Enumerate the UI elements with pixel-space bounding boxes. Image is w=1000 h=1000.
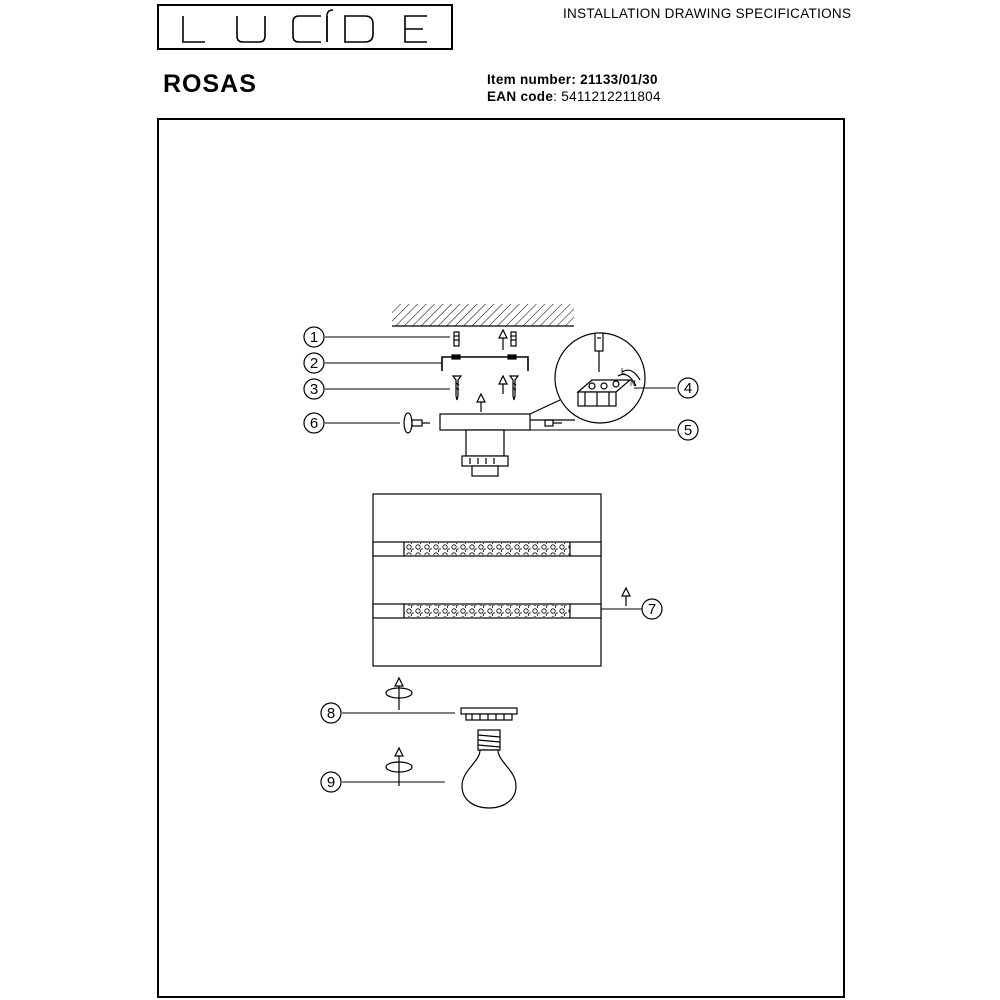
document-title: INSTALLATION DRAWING SPECIFICATIONS bbox=[563, 6, 852, 21]
arrow-up-icon bbox=[499, 330, 507, 350]
mounting-bracket bbox=[442, 355, 528, 371]
terminal-label-l: L bbox=[621, 367, 626, 376]
callout-number: 2 bbox=[309, 355, 319, 372]
callout-number: 7 bbox=[647, 601, 657, 618]
screw-icon bbox=[510, 376, 518, 400]
arrow-up-icon bbox=[477, 394, 485, 412]
locking-ring bbox=[461, 708, 517, 720]
callout-number: 6 bbox=[309, 415, 319, 432]
product-name: ROSAS bbox=[163, 70, 257, 98]
item-number-label: Item number bbox=[487, 72, 572, 87]
terminal-label-n: N bbox=[630, 379, 636, 388]
ceiling-hatch bbox=[392, 304, 574, 326]
fixing-knob bbox=[404, 413, 430, 433]
lamp-shade bbox=[373, 494, 601, 666]
ean-code-value: : 5411212211804 bbox=[553, 89, 661, 104]
item-number-value: : 21133/01/30 bbox=[571, 72, 658, 87]
wall-plug bbox=[511, 332, 516, 346]
callout-number: 8 bbox=[326, 705, 336, 722]
wall-plug bbox=[454, 332, 459, 346]
rotate-arrow-icon bbox=[386, 678, 412, 710]
wiring-detail bbox=[530, 333, 645, 423]
callout-number: 9 bbox=[326, 774, 336, 791]
callout-number: 4 bbox=[683, 380, 693, 397]
callout-number: 5 bbox=[683, 422, 693, 439]
small-screw-icon bbox=[545, 420, 562, 426]
callout-number: 3 bbox=[309, 381, 319, 398]
screw-icon bbox=[453, 376, 461, 400]
arrow-up-icon bbox=[499, 376, 507, 394]
ean-code-label: EAN code bbox=[487, 89, 554, 104]
callout-number: 1 bbox=[309, 329, 319, 346]
light-bulb bbox=[462, 730, 516, 808]
canopy-base bbox=[440, 414, 530, 476]
arrow-up-icon bbox=[622, 588, 630, 606]
rotate-arrow-icon bbox=[386, 748, 412, 786]
